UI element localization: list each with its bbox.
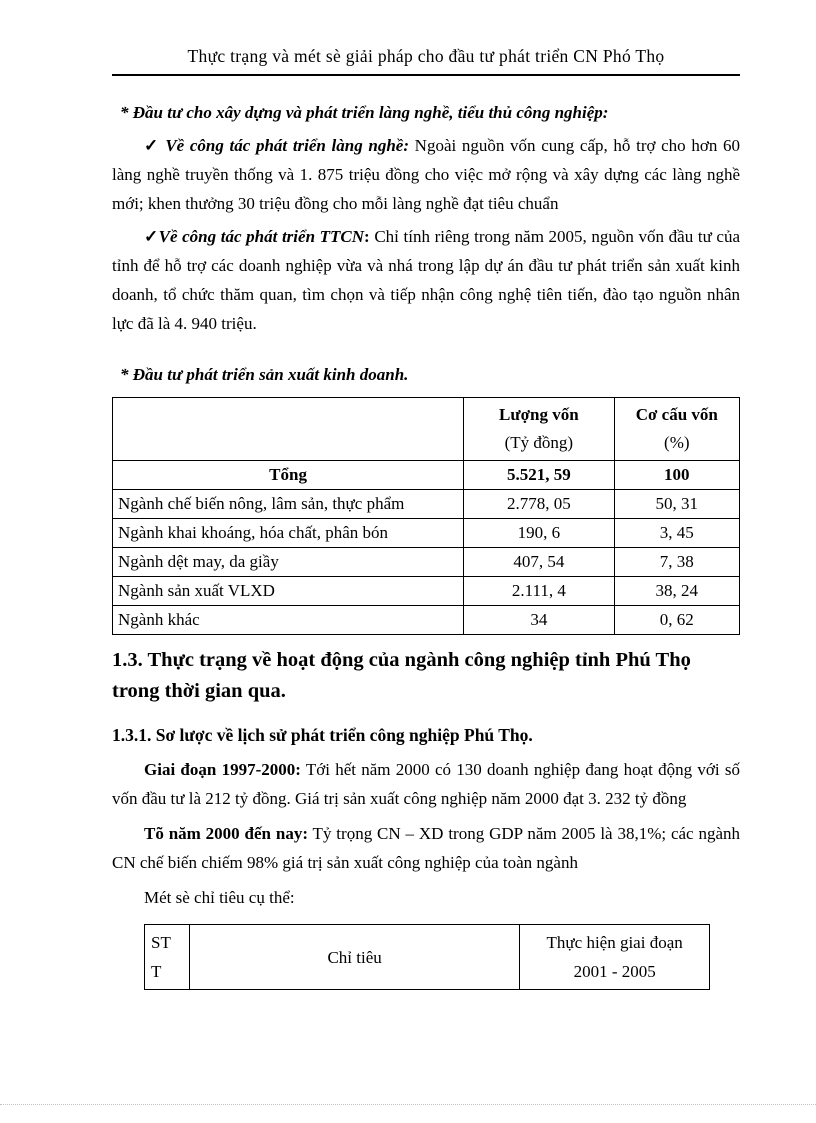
table-row xyxy=(113,548,740,577)
table-cell-cocau: 100 xyxy=(614,461,739,490)
page-header-text: Thực trạng và mét sè giải pháp cho đầu tư phát triển CN Phó Thọ xyxy=(187,46,665,66)
paragraph-colon: : xyxy=(364,227,370,246)
table-cell-label: Ngành dệt may, da giầy xyxy=(113,548,464,577)
bullet-investment-craft-villages: * Đầu tư cho xây dựng và phát triển làng nghề, tiểu thủ công nghiệp: xyxy=(120,103,609,122)
table-cell-von: 407, 54 xyxy=(464,548,614,577)
paragraph-lead: Về công tác phát triển làng nghề: xyxy=(165,136,410,155)
paragraph-ttcn-development xyxy=(112,222,740,338)
section-heading-1-3-1: 1.3.1. Sơ lược về lịch sử phát triển công nghiệp Phú Thọ. xyxy=(112,725,533,745)
table-cell-cocau: 3, 45 xyxy=(614,519,739,548)
paragraph-lead: Tõ năm 2000 đến nay: xyxy=(144,824,308,843)
paragraph-text: Tới hết năm 2000 có 130 doanh nghiệp đang hoạt động với số vốn đầu tư là 212 tỷ đồng. Giá trị sản xuất công nghiệp năm 2000 đạt 3. 232 tỷ đồng xyxy=(112,760,740,808)
table-cell-cocau: 38, 24 xyxy=(614,577,739,606)
table-cell-cocau: 7, 38 xyxy=(614,548,739,577)
bullet-investment-production: * Đầu tư phát triển sản xuất kinh doanh. xyxy=(120,365,409,384)
table-cell-label: Tổng xyxy=(113,461,464,490)
checkmark-icon: ✓ xyxy=(144,227,159,246)
table-row xyxy=(113,519,740,548)
paragraph-since-2000 xyxy=(112,819,740,877)
table-cell-label: Ngành khai khoáng, hóa chất, phân bón xyxy=(113,519,464,548)
table-cell-von: 34 xyxy=(464,606,614,635)
table-cell-von: 190, 6 xyxy=(464,519,614,548)
table-row-total xyxy=(113,461,740,490)
paragraph-period-1997-2000 xyxy=(112,755,740,813)
table-cell-cocau: 50, 31 xyxy=(614,490,739,519)
table-cell-von: 5.521, 59 xyxy=(464,461,614,490)
paragraph-text: Chỉ tính riêng trong năm 2005, nguồn vốn đầu tư của tỉnh để hỗ trợ các doanh nghiệp vừa và nhá trong lập dự án đầu tư phát triển sản xuất kinh doanh, tổ chức thăm quan, tìm chọn và tiếp nhận công nghệ tiên tiến, đào tạo nguồn nhân lực đã là 4. 940 triệu. xyxy=(112,227,740,333)
table-cell-label: Ngành sản xuất VLXD xyxy=(113,577,464,606)
table-row xyxy=(113,606,740,635)
table-header-luong-von: Lượng vốn (Tỷ đồng) xyxy=(464,398,614,461)
paragraph-text: Ngoài nguồn vốn cung cấp, hỗ trợ cho hơn 60 làng nghề truyền thống và 1. 875 triệu đồng cho việc mở rộng và xây dựng các làng nghề mới; khen thưởng 30 triệu đồng cho mỗi làng nghề đạt tiêu chuẩn xyxy=(112,136,741,213)
page-header xyxy=(112,46,740,76)
paragraph-criteria-intro: Mét sè chỉ tiêu cụ thể: xyxy=(144,888,295,907)
criteria-table xyxy=(144,924,710,990)
table-header-co-cau-von: Cơ cấu vốn (%) xyxy=(614,398,739,461)
paragraph-craft-village-development xyxy=(112,131,740,218)
paragraph-text: Tỷ trọng CN – XD trong GDP năm 2005 là 38,1%; các ngành CN chế biến chiếm 98% giá trị sản xuất công nghiệp của toàn ngành xyxy=(112,824,741,872)
table-cell-label: Ngành chế biến nông, lâm sản, thực phẩm xyxy=(113,490,464,519)
table-header-row xyxy=(113,398,740,461)
paragraph-lead: Về công tác phát triển TTCN xyxy=(158,227,365,246)
table-header-chi-tieu: Chỉ tiêu xyxy=(189,925,519,990)
table-header-empty xyxy=(113,398,464,461)
table-header-row xyxy=(145,925,710,990)
table-cell-cocau: 0, 62 xyxy=(614,606,739,635)
capital-structure-table xyxy=(112,397,740,635)
table-header-thuc-hien: Thực hiện giai đoạn 2001 - 2005 xyxy=(520,925,710,990)
table-row xyxy=(113,490,740,519)
paragraph-lead: Giai đoạn 1997-2000: xyxy=(144,760,301,779)
table-cell-label: Ngành khác xyxy=(113,606,464,635)
page-boundary-divider xyxy=(0,1104,816,1105)
table-cell-von: 2.778, 05 xyxy=(464,490,614,519)
table-row xyxy=(113,577,740,606)
section-heading-1-3: 1.3. Thực trạng về hoạt động của ngành công nghiệp tỉnh Phú Thọ trong thời gian qua. xyxy=(112,649,691,702)
table-cell-von: 2.111, 4 xyxy=(464,577,614,606)
table-header-stt: STT xyxy=(145,925,190,990)
checkmark-icon: ✓ xyxy=(144,136,166,155)
